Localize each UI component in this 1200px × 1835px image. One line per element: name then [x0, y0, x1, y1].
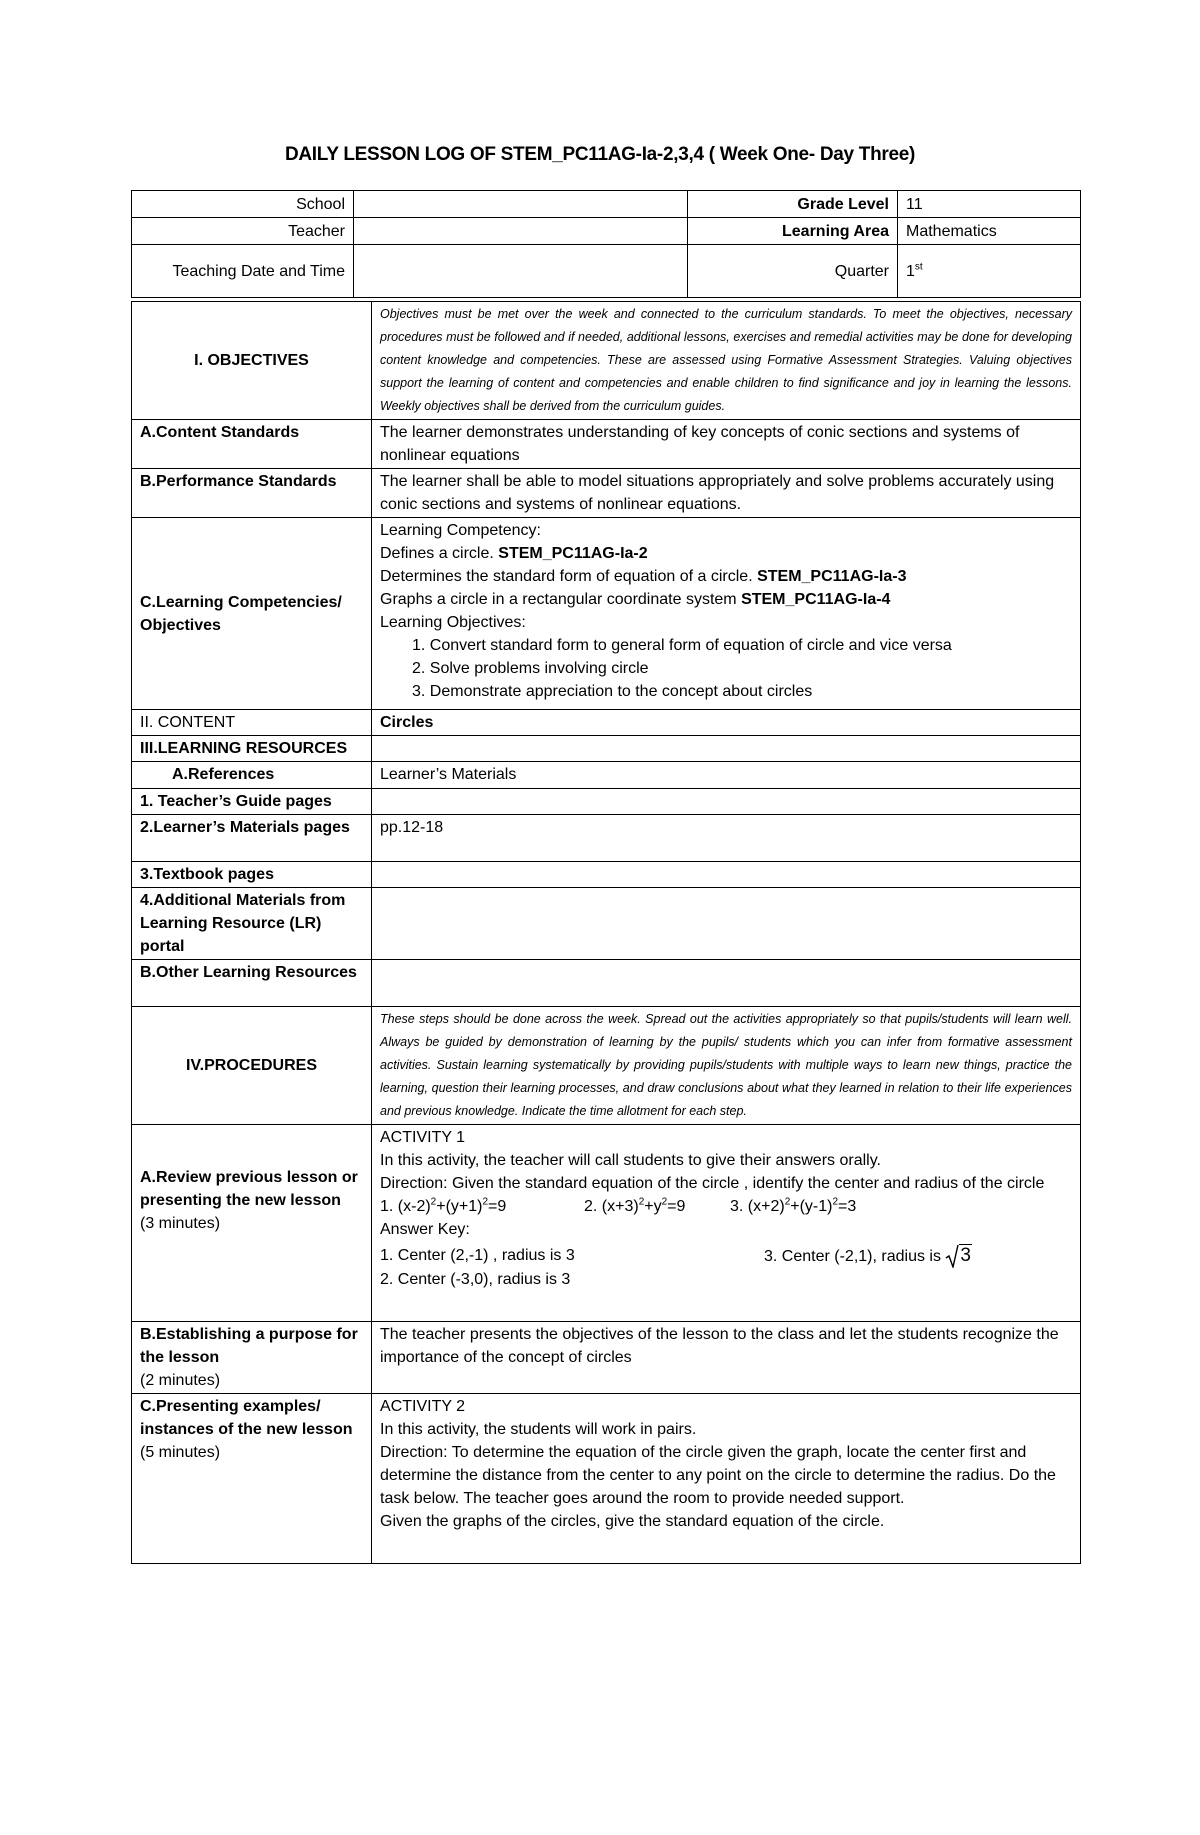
- competencies-label: C.Learning Competencies/ Objectives: [132, 518, 372, 710]
- competency-item: Graphs a circle in a rectangular coordinate system STEM_PC11AG-Ia-4: [380, 591, 891, 608]
- table-row: [132, 420, 1081, 469]
- grade-level-label: Grade Level: [688, 191, 898, 218]
- table-row: [132, 302, 1081, 420]
- school-label: School: [132, 191, 354, 218]
- presenting-time: (5 minutes): [140, 1444, 221, 1461]
- lesson-table: [131, 301, 1081, 1564]
- references-label: A.References: [132, 762, 372, 789]
- header-table: [131, 190, 1081, 298]
- learners-materials-label: 2.Learner’s Materials pages: [132, 815, 372, 862]
- objectives-heading: Learning Objectives:: [380, 614, 526, 631]
- textbook-pages-label: 3.Textbook pages: [132, 862, 372, 888]
- references-value: Learner’s Materials: [372, 762, 1081, 789]
- table-row: [132, 1322, 1081, 1394]
- content-value: Circles: [372, 710, 1081, 736]
- table-row: [132, 736, 1081, 762]
- learning-area-label: Learning Area: [688, 218, 898, 245]
- table-row: [132, 762, 1081, 789]
- objectives-note: Objectives must be met over the week and connected to the curriculum standards. To meet the objectives, necessary procedures must be followed and if needed, additional lessons, exercises and remedial activities may be done for developing content knowledge and competencies. These are assessed using Formative Assessment Strategies. Valuing objectives support the learning of content and competencies and enable children to find significance and joy in learning the lessons. Weekly objectives shall be derived from the curriculum guides.: [372, 302, 1081, 420]
- table-row: [132, 1394, 1081, 1564]
- school-field[interactable]: [354, 191, 688, 218]
- purpose-value: The teacher presents the objectives of the lesson to the class and let the students recognize the importance of the concept of circles: [372, 1322, 1081, 1394]
- competency-item: Determines the standard form of equation of a circle. STEM_PC11AG-Ia-3: [380, 568, 907, 585]
- activity-2-intro: In this activity, the students will work in pairs.: [380, 1421, 697, 1438]
- answer-2: 2. Center (-3,0), radius is 3: [380, 1271, 571, 1288]
- competency-item: Defines a circle. STEM_PC11AG-Ia-2: [380, 545, 648, 562]
- purpose-label-cell: [132, 1322, 372, 1394]
- objective-item: 1. Convert standard form to general form of equation of circle and vice versa: [412, 637, 952, 654]
- quarter-value: 1st: [898, 245, 1081, 298]
- table-row: [132, 888, 1081, 960]
- teachers-guide-label: 1. Teacher’s Guide pages: [132, 789, 372, 815]
- answer-key-row: [380, 1244, 1072, 1268]
- table-row: [132, 815, 1081, 862]
- equation-2: 2. $(x+3)^2+y^2=9$: [584, 1196, 686, 1215]
- table-row: [132, 710, 1081, 736]
- activity-2-direction: Direction: To determine the equation of the circle given the graph, locate the center first and determine the distance from the center to any point on the circle to determine the radius. Do the task below. The teacher goes around the room to provide needed support.: [380, 1444, 1056, 1507]
- review-time: (3 minutes): [140, 1215, 221, 1232]
- quarter-label: Quarter: [688, 245, 898, 298]
- content-standards-label: A.Content Standards: [132, 420, 372, 469]
- table-row: [132, 862, 1081, 888]
- additional-materials-label: 4.Additional Materials from Learning Resource (LR) portal: [132, 888, 372, 960]
- content-standards-value: The learner demonstrates understanding of key concepts of conic sections and systems of nonlinear equations: [372, 420, 1081, 469]
- competency-heading: Learning Competency:: [380, 522, 541, 539]
- grade-level-value: 11: [898, 191, 1081, 218]
- performance-standards-value: The learner shall be able to model situations appropriately and solve problems accurately using conic sections and systems of nonlinear equations.: [372, 469, 1081, 518]
- teaching-date-label: Teaching Date and Time: [132, 245, 354, 298]
- activity-1-intro: In this activity, the teacher will call students to give their answers orally.: [380, 1152, 881, 1169]
- objective-item: 3. Demonstrate appreciation to the concept about circles: [412, 683, 813, 700]
- procedures-note: These steps should be done across the week. Spread out the activities appropriately so that pupils/students will learn well. Always be guided by demonstration of learning by the pupils/ students which you can infer from formative assessment activities. Sustain learning systematically by providing pupils/students with multiple ways to learn new things, practice the learning, question their learning processes, and draw conclusions about what they learned in relation to their life experiences and previous knowledge. Indicate the time allotment for each step.: [372, 1007, 1081, 1125]
- learning-resources-value: [372, 736, 1081, 762]
- content-label: II. CONTENT: [132, 710, 372, 736]
- equation-1: 1. $(x-2)^2+(y+1)^2=9$: [380, 1196, 507, 1215]
- review-cell: [372, 1125, 1081, 1322]
- presenting-label: C.Presenting examples/ instances of the new lesson: [140, 1398, 353, 1438]
- additional-materials-value: [372, 888, 1081, 960]
- teacher-field[interactable]: [354, 218, 688, 245]
- teaching-date-field[interactable]: [354, 245, 688, 298]
- learning-resources-label: III.LEARNING RESOURCES: [132, 736, 372, 762]
- teacher-label: Teacher: [132, 218, 354, 245]
- table-row: [132, 1007, 1081, 1125]
- table-row: [132, 960, 1081, 1007]
- activity-1-heading: ACTIVITY 1: [380, 1129, 466, 1146]
- table-row: [132, 469, 1081, 518]
- purpose-label: B.Establishing a purpose for the lesson: [140, 1326, 358, 1366]
- learners-materials-value: pp.12-18: [372, 815, 1081, 862]
- procedures-label: IV.PROCEDURES: [132, 1007, 372, 1125]
- answer-1: 1. Center (2,-1) , radius is 3: [380, 1247, 575, 1264]
- square-root-icon: 3: [945, 1244, 972, 1268]
- answer-3: 3. Center (-2,1), radius is 3: [764, 1245, 971, 1266]
- equation-row: [380, 1195, 1072, 1218]
- equation-3: 3. $(x+2)^2+(y-1)^2=3$: [730, 1196, 857, 1215]
- performance-standards-label: B.Performance Standards: [132, 469, 372, 518]
- activity-2-heading: ACTIVITY 2: [380, 1398, 466, 1415]
- purpose-time: (2 minutes): [140, 1372, 221, 1389]
- table-row: [132, 1125, 1081, 1322]
- objective-item: 2. Solve problems involving circle: [412, 660, 649, 677]
- objectives-label: I. OBJECTIVES: [132, 302, 372, 420]
- answer-key-heading: Answer Key:: [380, 1221, 470, 1238]
- textbook-pages-value: [372, 862, 1081, 888]
- review-label: A.Review previous lesson or presenting the new lesson: [140, 1169, 358, 1209]
- competencies-cell: [372, 518, 1081, 710]
- page-title: DAILY LESSON LOG OF STEM_PC11AG-Ia-2,3,4 ( Week One- Day Three): [284, 144, 916, 165]
- activity-1-direction: Direction: Given the standard equation of the circle , identify the center and radius of the circle: [380, 1175, 1045, 1192]
- learning-area-value: Mathematics: [898, 218, 1081, 245]
- other-resources-value: [372, 960, 1081, 1007]
- table-row: [132, 789, 1081, 815]
- presenting-cell: [372, 1394, 1081, 1564]
- presenting-label-cell: [132, 1394, 372, 1564]
- table-row: [132, 518, 1081, 710]
- review-label-cell: [132, 1125, 372, 1322]
- activity-2-task: Given the graphs of the circles, give the standard equation of the circle.: [380, 1513, 885, 1530]
- other-resources-label: B.Other Learning Resources: [132, 960, 372, 1007]
- teachers-guide-value: [372, 789, 1081, 815]
